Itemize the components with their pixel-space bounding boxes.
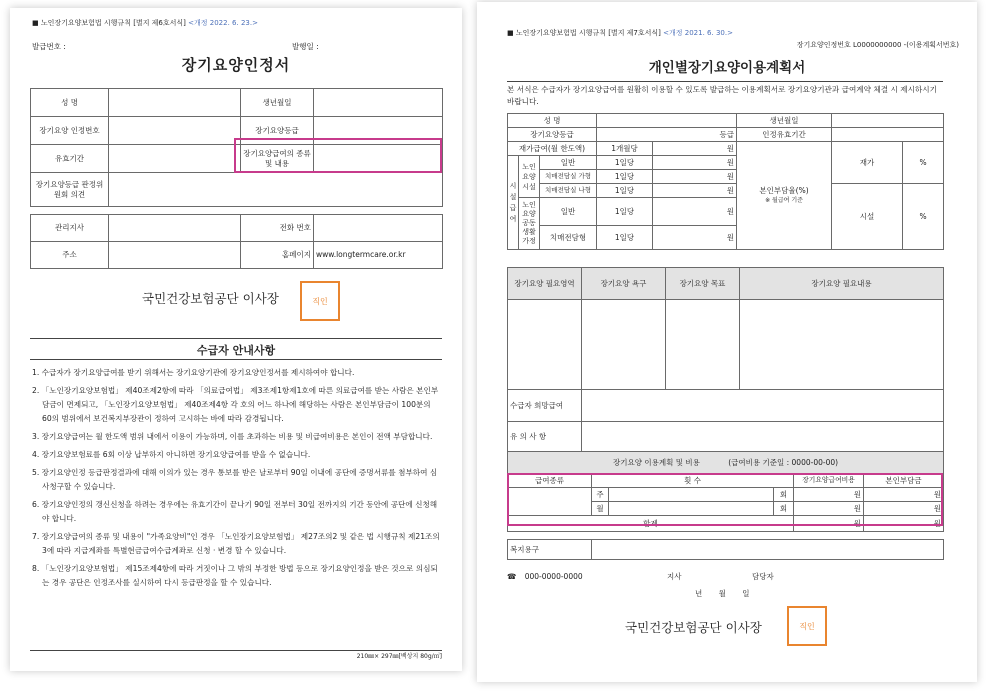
count-header: 횟 수 xyxy=(592,474,794,488)
benefit-type-label: 장기요양급여의 종류 및 내용 xyxy=(241,145,314,173)
welfare-equipment-label: 복지용구 xyxy=(508,540,592,560)
per-day-label: 1일당 xyxy=(597,156,653,170)
benefit-type-highlight xyxy=(234,138,442,173)
left-issuer: 국민건강보험공단 이사장 xyxy=(142,291,279,306)
plan-cost-title: 장기요양 이용계획 및 비용 xyxy=(612,457,700,467)
plan-phone: 000-0000-0000 xyxy=(524,572,583,581)
right-header xyxy=(507,30,733,37)
branch-label: 관리지사 xyxy=(31,215,109,242)
right-issuer: 국민건강보험공단 이사장 xyxy=(625,620,762,635)
branch-value xyxy=(109,215,241,242)
issue-number-label: 발급번호 : xyxy=(32,42,66,51)
home-rate-unit: % xyxy=(903,142,944,184)
divider xyxy=(30,338,442,339)
divider xyxy=(507,81,943,82)
right-header-prefix: ■ 노인장기요양보험법 시행규칙 [별지 제7호서식] xyxy=(507,29,661,37)
general-unit: 원 xyxy=(653,156,737,170)
plan-validity-label: 인정유효기간 xyxy=(737,128,832,142)
monthly-period: 월 xyxy=(592,502,609,516)
phone-value xyxy=(314,215,443,242)
right-header-revision: <개정 2021. 6. 30.> xyxy=(663,29,733,37)
validity-value xyxy=(109,145,241,173)
divider xyxy=(30,359,442,360)
issue-date-label: 발행일 : xyxy=(292,42,319,51)
needs-area-cell xyxy=(508,300,582,390)
phone-line xyxy=(507,573,583,581)
notice-list xyxy=(32,366,442,594)
needs-content-header: 장기요양 필요내용 xyxy=(740,268,944,300)
left-title: 장기요양인정서 xyxy=(181,56,291,74)
weekly-copay-unit: 원 xyxy=(864,488,944,502)
needs-goal-header: 장기요양 목표 xyxy=(666,268,740,300)
benefit-cost-header: 장기요양급여비용 xyxy=(794,474,864,488)
right-title: 개인별장기요양이용계획서 xyxy=(648,60,806,76)
plan-grade-label: 장기요양등급 xyxy=(508,128,597,142)
monthly-limit-label: 재가급여(월 한도액) xyxy=(508,142,597,156)
dementia-a-unit: 원 xyxy=(653,170,737,184)
validity-label: 유효기간 xyxy=(31,145,109,173)
phone-icon: ☎ xyxy=(507,572,517,581)
weekly-count-unit: 회 xyxy=(774,488,794,502)
copay-rate-label xyxy=(737,142,832,250)
notice-item: 2. 「노인장기요양보험법」 제40조제2항에 따라 「의료급여법」 제3조제1항제1호에 따른 의료급여를 받는 사람은 본인부담금이 면제되고, 「노인장기요양보험법」 제40조제4항 각 호의 어느 하나에 해당하는 사람은 본인부담금이 100분의 60의 범위에서 보건복지부장관이 정하여 고시하는 바에 따라 감경됩니다. xyxy=(32,386,439,423)
notice-title: 수급자 안내사항 xyxy=(196,344,276,357)
left-header-revision: <개정 2022. 6. 23.> xyxy=(188,19,258,27)
cert-number-value xyxy=(109,117,241,145)
remarks-label: 유 의 사 항 xyxy=(508,422,582,452)
total-copay-unit: 원 xyxy=(864,516,944,532)
monthly-copay-unit: 원 xyxy=(864,502,944,516)
benefit-kind-header: 급여종류 xyxy=(508,474,592,488)
notice-item: 6. 장기요양인정의 갱신신청을 하려는 경우에는 유효기간이 끝나기 90일 전부터 30일 전까지의 기간 동안에 공단에 신청해야 합니다. xyxy=(32,500,438,523)
general-label: 일반 xyxy=(540,198,597,226)
right-intro: 본 서식은 수급자가 장기요양급여를 원활히 이용할 수 있도록 발급하는 이용계획서로 장기요양기관과 급여계약 체결 시 제시하시기 바랍니다. xyxy=(507,85,937,106)
care-needs-table xyxy=(507,267,944,452)
dementia-unit-label: 치매전담형 xyxy=(540,226,597,250)
care-plan-sheet xyxy=(477,2,977,682)
dementia-unit-won: 원 xyxy=(653,226,737,250)
left-footer: 210㎜× 297㎜[백상지 80g/㎡] xyxy=(356,653,442,660)
address-value xyxy=(109,242,241,269)
dementia-b-label: 치매전담실 나형 xyxy=(540,184,597,198)
plan-date-line: 년 월 일 xyxy=(695,589,750,598)
left-header xyxy=(32,20,258,27)
plan-cost-basis: (급여비용 기준일 : 0000-00-00) xyxy=(728,457,839,467)
copay-rate-note: ※ 월급여 기준 xyxy=(765,197,803,205)
plan-birthdate-value xyxy=(832,114,944,128)
care-info-table xyxy=(507,113,944,250)
plan-cost-highlight xyxy=(507,473,943,526)
facility-rate-label: 시설 xyxy=(832,184,903,250)
name-label: 성 명 xyxy=(31,89,109,117)
group-home-label: 노인요양공동생활가정 xyxy=(519,198,540,250)
total-cost-unit: 원 xyxy=(794,516,864,532)
plan-validity-value xyxy=(832,128,944,142)
right-seal: 직인 xyxy=(787,606,827,646)
table-spacer xyxy=(31,207,443,215)
long-term-care-certificate-sheet xyxy=(10,8,462,671)
certificate-table xyxy=(30,88,443,269)
left-seal: 직인 xyxy=(300,281,340,321)
per-day-label: 1일당 xyxy=(597,184,653,198)
monthly-cost-unit: 원 xyxy=(794,502,864,516)
needs-desire-header: 장기요양 욕구 xyxy=(582,268,666,300)
dementia-a-label: 치매전담실 가형 xyxy=(540,170,597,184)
monthly-limit-unit: 원 xyxy=(653,142,737,156)
committee-value xyxy=(109,173,443,207)
total-label: 합계 xyxy=(508,516,794,532)
phone-label: 전화 번호 xyxy=(241,215,314,242)
plan-manager: 담당자 xyxy=(752,572,774,581)
copay-rate-text: 본인부담율(%) xyxy=(759,186,809,196)
notice-item: 5. 장기요양인정 등급판정결과에 대해 이의가 있는 경우 통보를 받은 날로부터 90일 이내에 공단에 증명서류를 첨부하여 심사청구할 수 있습니다. xyxy=(32,468,438,491)
left-header-prefix: ■ 노인장기요양보험법 시행규칙 [별지 제6호서식] xyxy=(32,19,186,27)
plan-name-value xyxy=(597,114,737,128)
monthly-count-unit: 회 xyxy=(774,502,794,516)
plan-branch: 지사 xyxy=(667,572,682,581)
dementia-b-unit: 원 xyxy=(653,184,737,198)
facility-benefit-label: 시설급여 xyxy=(508,156,519,250)
elderly-facility-label: 노인요양시설 xyxy=(519,156,540,198)
plan-grade-unit: 등급 xyxy=(597,128,737,142)
plan-cost-title-row xyxy=(508,452,944,474)
notice-item: 8. 「노인장기요양보험법」 제15조제4항에 따라 거짓이나 그 밖의 부정한 방법 등으로 장기요양인정을 받은 것으로 의심되는 경우 공단은 인정조사를 실시하여 다시 등급판정을 할 수 있습니다. xyxy=(32,564,438,587)
plan-name-label: 성 명 xyxy=(508,114,597,128)
desired-benefit-label: 수급자 희망급여 xyxy=(508,390,582,422)
divider xyxy=(30,650,442,651)
needs-content-cell xyxy=(740,300,944,390)
home-rate-label: 재가 xyxy=(832,142,903,184)
committee-label: 장기요양등급 판정위원회 의견 xyxy=(31,173,109,207)
needs-area-header: 장기요양 필요영역 xyxy=(508,268,582,300)
per-month-label: 1개월당 xyxy=(597,142,653,156)
notice-item: 4. 장기요양보험료를 6회 이상 납부하지 아니하면 장기요양급여를 받을 수 없습니다. xyxy=(32,450,311,459)
welfare-equipment-value xyxy=(592,540,944,560)
general-label: 일반 xyxy=(540,156,597,170)
cert-number-label: 장기요양 인정번호 xyxy=(31,117,109,145)
notice-item: 3. 장기요양급여는 월 한도액 범위 내에서 이용이 가능하며, 이를 초과하는 비용 및 비급여비용은 본인이 전액 부담합니다. xyxy=(32,432,433,441)
plan-birthdate-label: 생년월일 xyxy=(737,114,832,128)
needs-desire-cell xyxy=(582,300,666,390)
birthdate-value xyxy=(314,89,443,117)
facility-rate-unit: % xyxy=(903,184,944,250)
per-day-label: 1일당 xyxy=(597,170,653,184)
per-day-label: 1일당 xyxy=(597,226,653,250)
right-cert-number: 장기요양인정번호 L0000000000 -(이용계획서번호) xyxy=(796,41,959,49)
copay-header: 본인부담금 xyxy=(864,474,944,488)
group-general-unit: 원 xyxy=(653,198,737,226)
name-value xyxy=(109,89,241,117)
weekly-cost-unit: 원 xyxy=(794,488,864,502)
homepage-label: 홈페이지 xyxy=(241,242,314,269)
birthdate-label: 생년월일 xyxy=(241,89,314,117)
remarks-value xyxy=(582,422,944,452)
weekly-period: 주 xyxy=(592,488,609,502)
homepage-value[interactable]: www.longtermcare.or.kr xyxy=(314,242,443,269)
grade-label: 장기요양등급 xyxy=(241,117,314,145)
table-spacer xyxy=(508,532,944,540)
notice-item: 1. 수급자가 장기요양급여를 받기 위해서는 장기요양기관에 장기요양인정서를 제시하여야 합니다. xyxy=(32,368,355,377)
needs-goal-cell xyxy=(666,300,740,390)
per-day-label: 1일당 xyxy=(597,198,653,226)
address-label: 주소 xyxy=(31,242,109,269)
desired-benefit-value xyxy=(582,390,944,422)
notice-item: 7. 장기요양급여의 종류 및 내용이 "가족요양비"인 경우 「노인장기요양보험법」 제27조의2 및 같은 법 시행규칙 제21조의3에 따라 지급계좌를 특별현금급여수급계좌로 신청 · 변경 할 수 있습니다. xyxy=(32,532,440,555)
